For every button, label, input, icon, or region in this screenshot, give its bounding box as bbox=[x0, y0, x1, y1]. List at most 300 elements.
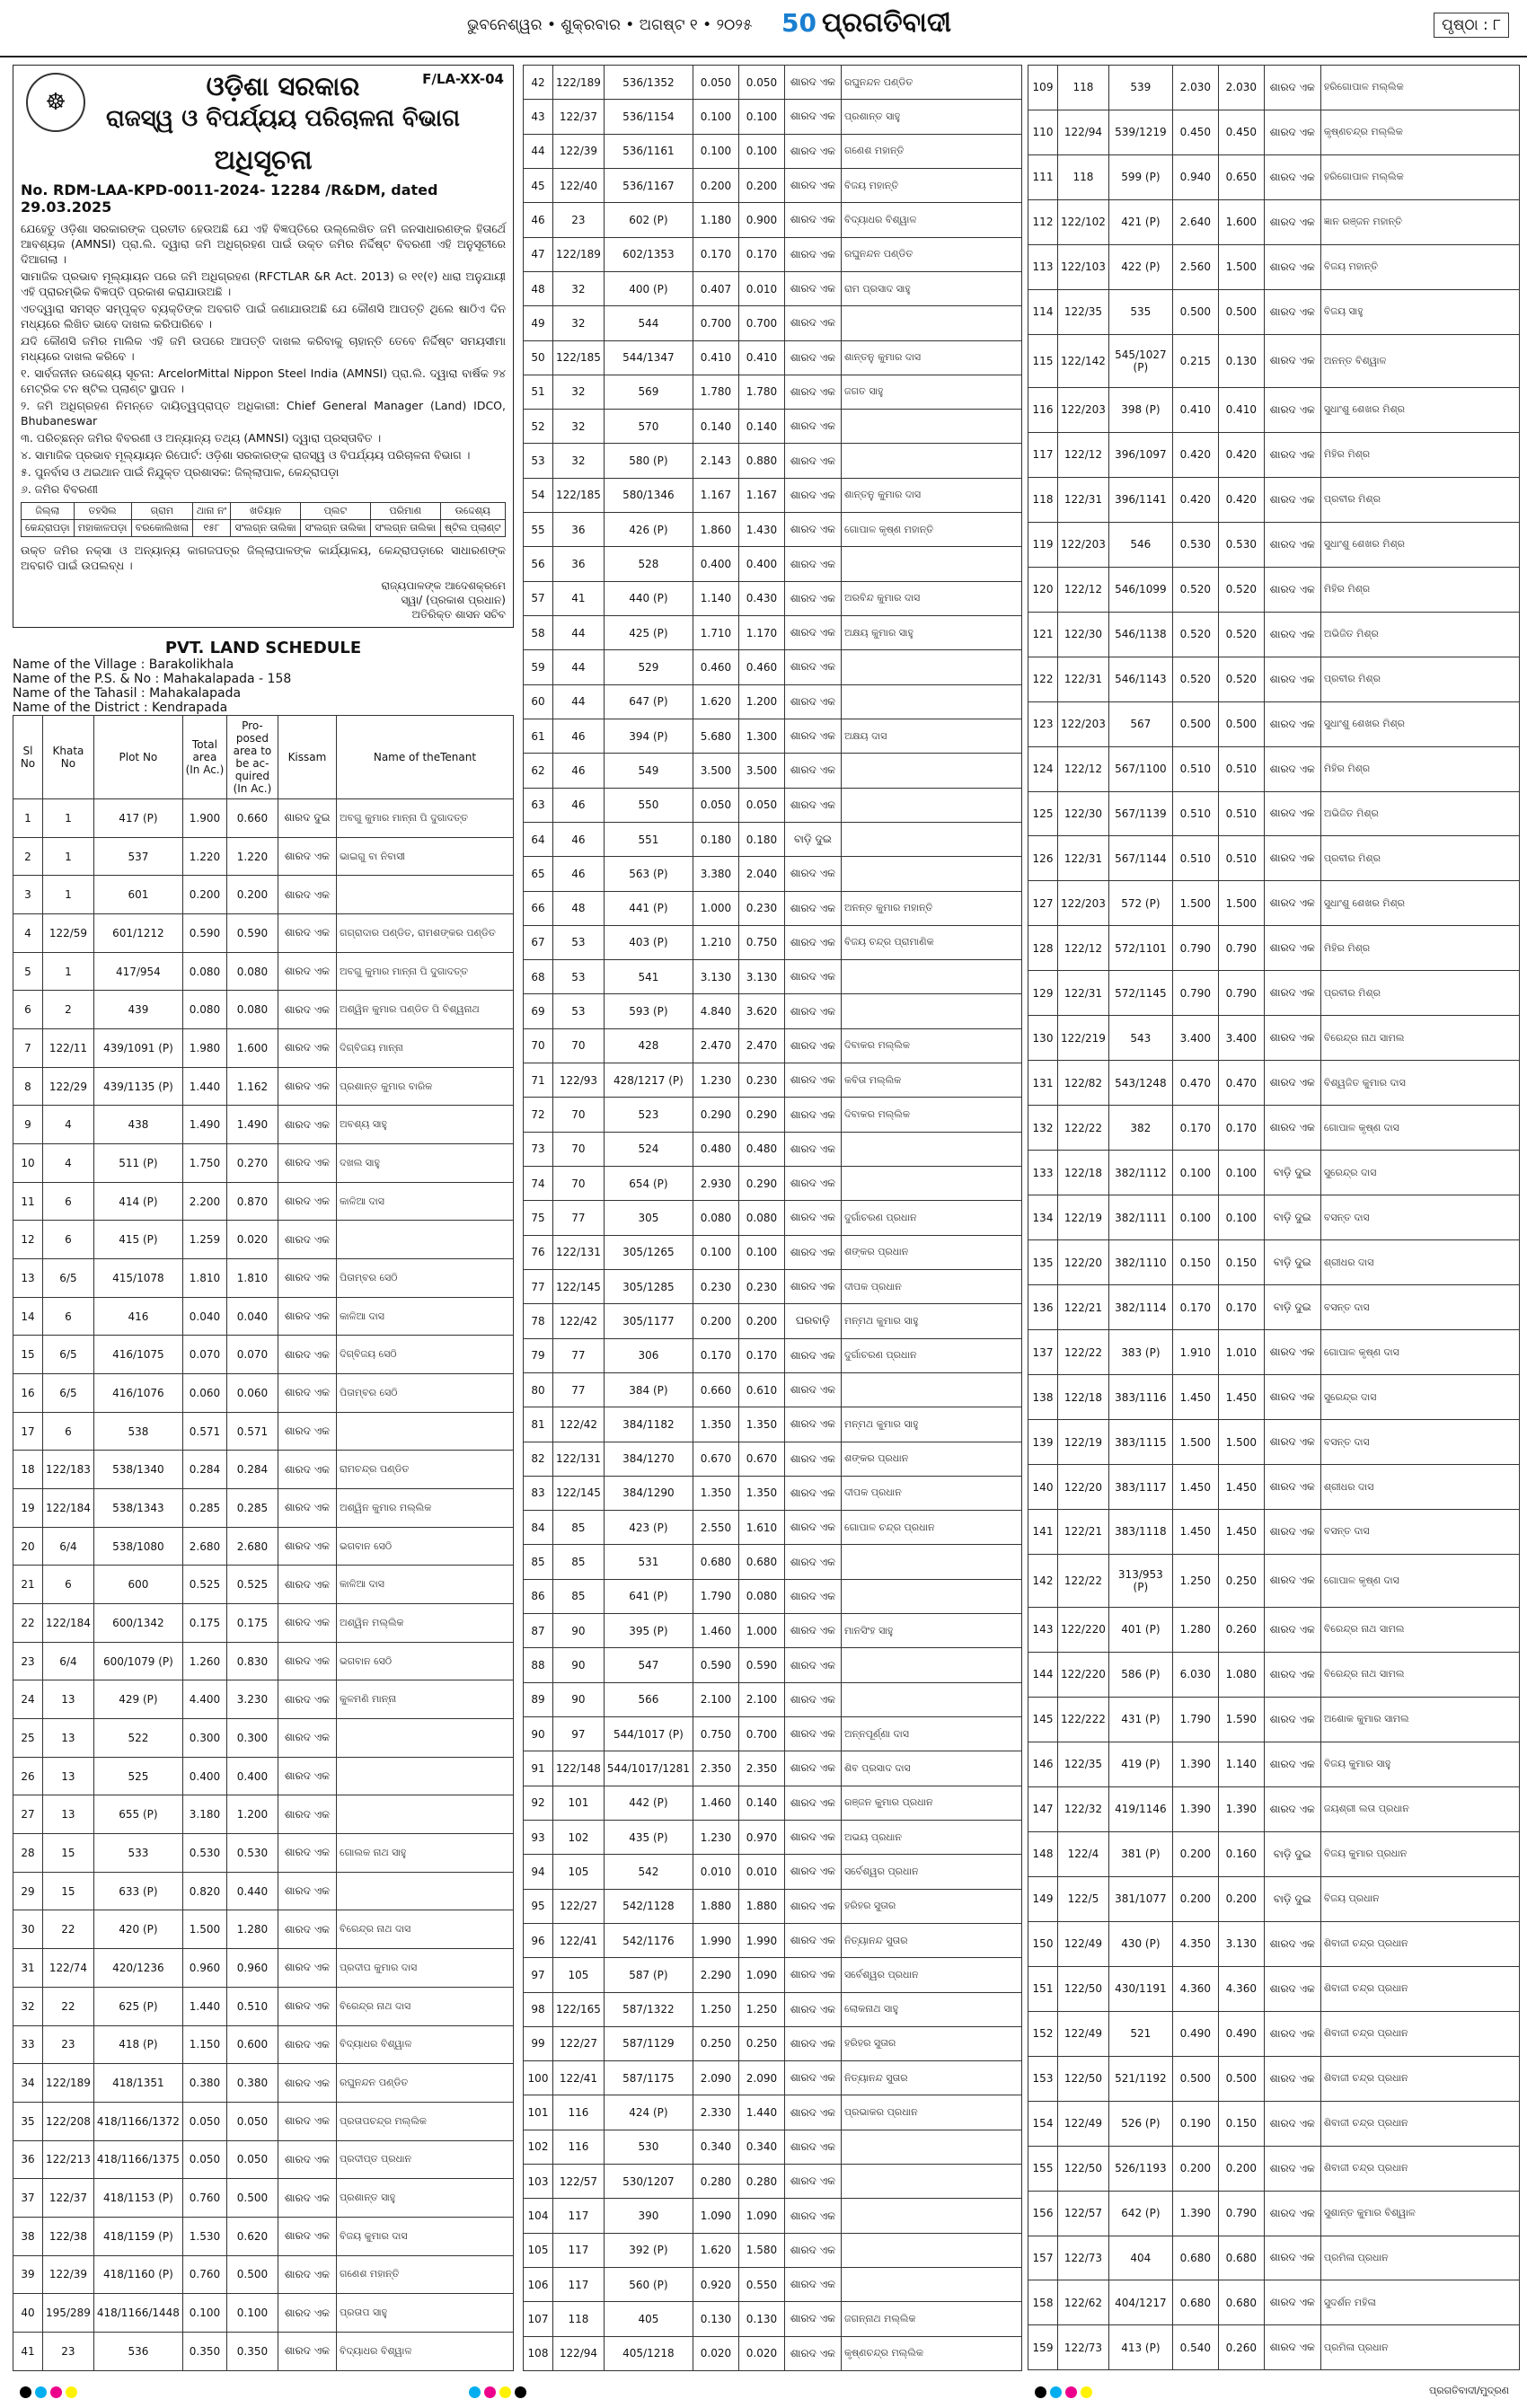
table-cell: 122/31 bbox=[1058, 836, 1109, 881]
table-cell: 122/142 bbox=[1058, 334, 1109, 387]
table-row bbox=[524, 203, 1022, 237]
table-cell: ପ୍ରବୀର ମିଶ୍ର bbox=[1320, 657, 1519, 701]
summary-header-cell: ପ୍ଲଟ bbox=[300, 503, 370, 520]
table-cell: 0.290 bbox=[693, 1098, 738, 1132]
table-cell: 41 bbox=[553, 581, 605, 615]
table-cell: 26 bbox=[13, 1757, 43, 1795]
table-cell: 0.750 bbox=[738, 925, 784, 959]
table-cell: 536/1167 bbox=[604, 168, 693, 202]
table-cell: 85 bbox=[553, 1579, 605, 1613]
table-cell: କାଳିଆ ଦାସ bbox=[336, 1566, 513, 1604]
table-cell: 90 bbox=[524, 1717, 553, 1751]
table-row bbox=[1028, 2236, 1520, 2280]
table-row bbox=[524, 1923, 1022, 1957]
table-cell: 148 bbox=[1028, 1831, 1058, 1876]
table-cell: 1.090 bbox=[738, 1958, 784, 1992]
table-cell: 85 bbox=[524, 1545, 553, 1579]
table-row bbox=[1028, 1240, 1520, 1285]
table-cell: ଶାରଦ ଏକ bbox=[784, 1614, 841, 1648]
table-cell: 122/20 bbox=[1058, 1465, 1109, 1510]
table-cell: 419 (P) bbox=[1108, 1742, 1172, 1786]
table-cell: ପ୍ରମିଳା ପ୍ରଧାନ bbox=[1320, 2236, 1519, 2280]
table-cell: 647 (P) bbox=[604, 684, 693, 719]
table-cell: ଶାରଦ ଏକ bbox=[784, 960, 841, 994]
table-cell: 107 bbox=[524, 2302, 553, 2336]
table-cell: 0.410 bbox=[738, 340, 784, 375]
table-row bbox=[13, 1987, 514, 2025]
table-cell: 0.100 bbox=[1218, 1151, 1264, 1195]
table-cell: 2.560 bbox=[1172, 244, 1218, 289]
table-cell: ଅଶ୍ୱିନ ମଲ୍ଲିକ bbox=[336, 1604, 513, 1643]
table-cell: ଶାରଦ ଏକ bbox=[1264, 2280, 1320, 2325]
table-cell: 0.420 bbox=[1172, 477, 1218, 522]
table-cell: 538/1080 bbox=[93, 1527, 182, 1566]
table-cell: କାଳିଆ ଦାସ bbox=[336, 1297, 513, 1336]
table-cell: 122/222 bbox=[1058, 1697, 1109, 1742]
table-cell: 122 bbox=[1028, 657, 1058, 701]
table-row bbox=[1028, 1742, 1520, 1786]
table-cell: 0.590 bbox=[226, 914, 278, 953]
table-cell: 0.500 bbox=[226, 2179, 278, 2218]
table-cell: 4.360 bbox=[1172, 1966, 1218, 2011]
table-cell: 70 bbox=[553, 1098, 605, 1132]
table-cell: 122/185 bbox=[553, 478, 605, 512]
table-cell: 405 bbox=[604, 2302, 693, 2336]
table-cell: ଶାରଦ ଏକ bbox=[1264, 1465, 1320, 1510]
table-cell: 0.230 bbox=[738, 1063, 784, 1098]
table-cell: 572/1145 bbox=[1108, 971, 1172, 1016]
table-cell bbox=[841, 2165, 1021, 2199]
table-cell: 0.670 bbox=[693, 1442, 738, 1476]
table-header-cell: Name of theTenant bbox=[336, 716, 513, 799]
table-row bbox=[524, 994, 1022, 1028]
table-cell: 146 bbox=[1028, 1742, 1058, 1786]
table-cell: ଅରବିନ୍ଦ କୁମାର ଦାସ bbox=[841, 581, 1021, 615]
summary-cell: ସଂଲଗ୍ନ ତାଲିକା bbox=[231, 520, 301, 537]
table-cell: 525 bbox=[93, 1757, 182, 1795]
table-cell: 0.180 bbox=[738, 822, 784, 856]
table-cell: 417 (P) bbox=[93, 799, 182, 838]
table-row bbox=[524, 754, 1022, 788]
table-row bbox=[524, 271, 1022, 305]
table-row bbox=[13, 1259, 514, 1298]
table-cell bbox=[841, 994, 1021, 1028]
table-cell: ଦୁର୍ଗାଚରଣ ପ୍ରଧାନ bbox=[841, 1201, 1021, 1235]
table-cell: ଶାରଦ ଏକ bbox=[278, 1680, 336, 1719]
table-cell: 50 bbox=[524, 340, 553, 375]
table-cell: ଜ୍ଞାନ ରଞ୍ଜନ ମହାନ୍ତି bbox=[1320, 199, 1519, 244]
table-cell: 0.080 bbox=[226, 991, 278, 1029]
table-cell: 0.510 bbox=[1218, 836, 1264, 881]
table-cell: 122/50 bbox=[1058, 2146, 1109, 2191]
table-cell: 533 bbox=[93, 1834, 182, 1873]
print-color-bar bbox=[0, 2380, 1527, 2404]
table-cell: 6 bbox=[43, 1566, 94, 1604]
table-cell: 1.810 bbox=[226, 1259, 278, 1298]
table-cell: 0.500 bbox=[1172, 289, 1218, 334]
column-1 bbox=[13, 65, 514, 2364]
table-row bbox=[1028, 701, 1520, 746]
table-cell: 13 bbox=[43, 1757, 94, 1795]
table-cell: 46 bbox=[553, 719, 605, 753]
table-cell: ଶାରଦ ଏକ bbox=[278, 2217, 336, 2255]
table-cell: ଲୋକନାଥ ସାହୁ bbox=[841, 1992, 1021, 2026]
table-cell: 13 bbox=[43, 1719, 94, 1758]
table-cell: 79 bbox=[524, 1338, 553, 1372]
table-cell: ରାମ ପ୍ରସାଦ ସାହୁ bbox=[841, 271, 1021, 305]
table-cell bbox=[841, 1372, 1021, 1407]
table-cell: 418/1153 (P) bbox=[93, 2179, 182, 2218]
table-row bbox=[524, 168, 1022, 202]
table-cell: 4 bbox=[43, 1144, 94, 1183]
table-cell: ବାଡ଼ି ଦୁଇ bbox=[1264, 1195, 1320, 1240]
table-row bbox=[1028, 1285, 1520, 1330]
table-cell: ଶାରଦ ଏକ bbox=[278, 1489, 336, 1528]
table-row bbox=[1028, 657, 1520, 701]
table-cell: 0.200 bbox=[738, 168, 784, 202]
summary-cell: ବରକୋଲିଖଳା bbox=[131, 520, 193, 537]
table-cell: 53 bbox=[524, 444, 553, 478]
table-cell: ଅବଶ୍ୟ ସାହୁ bbox=[336, 1106, 513, 1144]
table-cell: 0.170 bbox=[1172, 1106, 1218, 1151]
table-cell: ଶାରଦ ଏକ bbox=[1264, 1016, 1320, 1061]
table-row bbox=[1028, 746, 1520, 791]
table-cell: 538/1343 bbox=[93, 1489, 182, 1528]
table-cell: ଶାରଦ ଏକ bbox=[784, 2130, 841, 2164]
table-row bbox=[524, 2302, 1022, 2336]
table-cell: 0.680 bbox=[1172, 2236, 1218, 2280]
table-cell: 1.530 bbox=[182, 2217, 226, 2255]
table-cell: 0.050 bbox=[226, 2102, 278, 2140]
table-cell: 0.040 bbox=[182, 1297, 226, 1336]
table-cell: 415/1078 bbox=[93, 1259, 182, 1298]
table-cell: ଶାରଦ ଏକ bbox=[1264, 2056, 1320, 2101]
table-cell: 0.080 bbox=[226, 952, 278, 991]
table-row bbox=[13, 837, 514, 876]
table-row bbox=[13, 799, 514, 838]
table-cell: 0.200 bbox=[182, 876, 226, 914]
table-cell: 0.680 bbox=[738, 1545, 784, 1579]
table-cell: 381/1077 bbox=[1108, 1876, 1172, 1921]
table-cell: କବିତା ମଲ୍ଲିକ bbox=[841, 1063, 1021, 1098]
table-cell: 521/1192 bbox=[1108, 2056, 1172, 2101]
table-cell: 544/1017/1281 bbox=[604, 1751, 693, 1786]
table-cell: 122/203 bbox=[1058, 387, 1109, 432]
table-cell: ସର୍ବେଶ୍ୱର ପ୍ରଧାନ bbox=[841, 1855, 1021, 1889]
table-cell: 131 bbox=[1028, 1061, 1058, 1106]
table-cell: 0.010 bbox=[693, 1855, 738, 1889]
table-cell: 0.010 bbox=[738, 1855, 784, 1889]
table-cell: 390 bbox=[604, 2199, 693, 2233]
table-cell: 1.010 bbox=[1218, 1330, 1264, 1375]
table-cell: 32 bbox=[553, 375, 605, 409]
table-cell: 0.060 bbox=[226, 1374, 278, 1413]
notice-item: ୨. ଜମି ଅଧିଗ୍ରହଣ ନିମନ୍ତେ ଦାୟିତ୍ୱପ୍ରାପ୍ତ ଅଧିକାରୀ: Chief General Manager (Land) IDCO, Bhubaneswar bbox=[21, 399, 506, 428]
table-cell: ରଞ୍ଜନ କୁମାର ପ୍ରଧାନ bbox=[841, 1786, 1021, 1820]
table-cell: ଶାରଦ ଏକ bbox=[784, 513, 841, 547]
table-cell: ଶାରଦ ଏକ bbox=[1264, 836, 1320, 881]
table-cell: 122/185 bbox=[553, 340, 605, 375]
table-cell: ଶାରଦ ଏକ bbox=[784, 1511, 841, 1545]
table-cell: 0.970 bbox=[738, 1820, 784, 1854]
table-cell: ଅନନ୍ତ ବିଶ୍ୱାଳ bbox=[1320, 334, 1519, 387]
table-cell: 122/31 bbox=[1058, 477, 1109, 522]
schedule-table-1 bbox=[13, 715, 514, 2371]
table-cell: 15 bbox=[43, 1872, 94, 1910]
table-cell: ଶାରଦ ଏକ bbox=[784, 1407, 841, 1442]
table-cell: 0.080 bbox=[182, 991, 226, 1029]
table-cell: 159 bbox=[1028, 2325, 1058, 2370]
table-cell: 0.520 bbox=[1172, 567, 1218, 612]
table-cell: ଶାରଦ ଏକ bbox=[784, 1442, 841, 1476]
table-row bbox=[1028, 1330, 1520, 1375]
table-cell: ନିତ୍ୟାନନ୍ଦ ସୁତାର bbox=[841, 1923, 1021, 1957]
table-cell: ଗୋଲକ ନାଥ ସାହୁ bbox=[336, 1834, 513, 1873]
table-cell: ଶାରଦ ଏକ bbox=[784, 684, 841, 719]
table-cell: 0.420 bbox=[1218, 477, 1264, 522]
table-cell: 0.490 bbox=[1218, 2011, 1264, 2056]
table-cell: 0.440 bbox=[226, 1872, 278, 1910]
table-cell bbox=[336, 1221, 513, 1259]
table-cell: 2.550 bbox=[693, 1511, 738, 1545]
table-cell: 0.080 bbox=[693, 1201, 738, 1235]
table-row bbox=[1028, 1921, 1520, 1966]
table-cell: 0.180 bbox=[693, 822, 738, 856]
table-cell: 2 bbox=[13, 837, 43, 876]
table-cell: ଶଙ୍କର ପ୍ରଧାନ bbox=[841, 1442, 1021, 1476]
table-cell: 1.167 bbox=[738, 478, 784, 512]
table-cell: 158 bbox=[1028, 2280, 1058, 2325]
table-cell: 416/1075 bbox=[93, 1336, 182, 1374]
summary-cell: ଷ୍ଟିଲ ପ୍ଲାଣ୍ଟ bbox=[440, 520, 505, 537]
table-row bbox=[524, 2061, 1022, 2095]
table-cell bbox=[841, 788, 1021, 822]
table-cell: ଶାରଦ ଏକ bbox=[784, 1132, 841, 1166]
table-cell: 87 bbox=[524, 1614, 553, 1648]
table-cell: 135 bbox=[1028, 1240, 1058, 1285]
table-cell: 625 (P) bbox=[93, 1987, 182, 2025]
table-cell: ଶିବାଜୀ ଚନ୍ଦ୍ର ପ୍ରଧାନ bbox=[1320, 2011, 1519, 2056]
table-cell: ପ୍ରଦୀପ୍ତ ପ୍ରଧାନ bbox=[336, 2140, 513, 2179]
table-cell: ଦୀପକ ପ୍ରଧାନ bbox=[841, 1269, 1021, 1303]
table-cell: 1.880 bbox=[693, 1889, 738, 1923]
table-cell: ହରିହର ସୁତାର bbox=[841, 2026, 1021, 2060]
table-row bbox=[13, 952, 514, 991]
table-cell: ଶାରଦ ଏକ bbox=[784, 1820, 841, 1854]
table-cell: 536/1352 bbox=[604, 66, 693, 100]
table-cell: 2.930 bbox=[693, 1167, 738, 1201]
table-cell: 32 bbox=[13, 1987, 43, 2025]
table-row bbox=[1028, 836, 1520, 881]
table-row bbox=[524, 960, 1022, 994]
table-cell: 2.100 bbox=[693, 1682, 738, 1716]
table-cell: 32 bbox=[553, 410, 605, 444]
table-cell: 97 bbox=[553, 1717, 605, 1751]
table-cell: 418/1351 bbox=[93, 2064, 182, 2103]
table-cell: 122/27 bbox=[553, 1889, 605, 1923]
table-cell: ଗୋପାଳ କୃଷ୍ଣ ଦାସ bbox=[1320, 1554, 1519, 1607]
table-cell: ଅଶ୍ୱିନ କୁମାର ପଣ୍ଡିତ ପି ବିଶ୍ୱନାଥ bbox=[336, 991, 513, 1029]
table-cell: 536 bbox=[93, 2332, 182, 2370]
table-cell: 144 bbox=[1028, 1652, 1058, 1697]
table-cell: 4 bbox=[13, 914, 43, 953]
table-cell: 1.790 bbox=[693, 1579, 738, 1613]
table-cell: 122/62 bbox=[1058, 2280, 1109, 2325]
table-cell: 7 bbox=[13, 1029, 43, 1068]
table-cell: 23 bbox=[43, 2025, 94, 2064]
table-cell: 600/1342 bbox=[93, 1604, 182, 1643]
table-cell: 1.390 bbox=[1172, 2191, 1218, 2236]
table-cell: ଶାରଦ ଏକ bbox=[784, 2165, 841, 2199]
table-cell: 566 bbox=[604, 1682, 693, 1716]
table-cell: 0.650 bbox=[1218, 154, 1264, 199]
table-cell: 0.790 bbox=[1172, 926, 1218, 971]
table-cell: 2.090 bbox=[738, 2061, 784, 2095]
issue-date: ଭୁବନେଶ୍ୱର • ଶୁକ୍ରବାର • ଅଗଷ୍ଟ ୧ • ୨୦୨୫ bbox=[467, 16, 753, 34]
table-cell: 117 bbox=[1028, 432, 1058, 477]
table-cell: 0.550 bbox=[738, 2268, 784, 2302]
notice-item: ୪. ସାମାଜିକ ପ୍ରଭାବ ମୂଲ୍ୟାୟନ ରିପୋର୍ଟ: ଓଡ଼ିଶା ସରକାରଙ୍କ ରାଜସ୍ୱ ଓ ବିପର୍ଯ୍ୟୟ ପରିଚାଳନା ବିଭାଗ । bbox=[21, 448, 471, 462]
table-cell: ଶାରଦ ଏକ bbox=[1264, 2325, 1320, 2370]
table-cell: 125 bbox=[1028, 791, 1058, 836]
table-cell: ଶାରଦ ଏକ bbox=[784, 1579, 841, 1613]
table-cell: 382/1112 bbox=[1108, 1151, 1172, 1195]
table-cell: 1 bbox=[43, 837, 94, 876]
table-row bbox=[524, 2165, 1022, 2199]
table-cell: 0.620 bbox=[226, 2217, 278, 2255]
table-cell: 1.880 bbox=[738, 1889, 784, 1923]
table-header-cell: Total area (In Ac.) bbox=[182, 716, 226, 799]
table-row bbox=[1028, 387, 1520, 432]
schedule-meta-line: Name of the District : Kendrapada bbox=[13, 701, 228, 715]
notice-item: ୫. ପୁନର୍ବାସ ଓ ଥଇଥାନ ପାଇଁ ନିଯୁକ୍ତ ପ୍ରଶାସକ: ଜିଲ୍ଲାପାଳ, କେନ୍ଦ୍ରାପଡ଼ା bbox=[21, 465, 340, 479]
table-cell: 531 bbox=[604, 1545, 693, 1579]
table-cell: 21 bbox=[13, 1566, 43, 1604]
table-cell: 420 (P) bbox=[93, 1910, 182, 1949]
table-cell: 1.780 bbox=[693, 375, 738, 409]
table-row bbox=[13, 2179, 514, 2218]
table-cell: ଶାରଦ ଏକ bbox=[784, 1372, 841, 1407]
table-row bbox=[13, 1680, 514, 1719]
table-cell: 0.525 bbox=[182, 1566, 226, 1604]
table-cell: 116 bbox=[553, 2130, 605, 2164]
table-cell: 25 bbox=[13, 1719, 43, 1758]
table-cell: ଦଖଲ ସାହୁ bbox=[336, 1144, 513, 1183]
table-cell: 1.990 bbox=[693, 1923, 738, 1957]
table-cell: 1.259 bbox=[182, 1221, 226, 1259]
table-cell: ଶାରଦ ଏକ bbox=[784, 410, 841, 444]
table-cell: 154 bbox=[1028, 2101, 1058, 2146]
table-row bbox=[13, 1834, 514, 1873]
table-cell: 0.250 bbox=[1218, 1554, 1264, 1607]
table-cell: 3.500 bbox=[738, 754, 784, 788]
table-cell: 104 bbox=[524, 2199, 553, 2233]
table-cell: ବାଡ଼ି ଦୁଇ bbox=[1264, 1876, 1320, 1921]
table-cell: ଶାରଦ ଏକ bbox=[278, 2064, 336, 2103]
table-cell: 383/1118 bbox=[1108, 1510, 1172, 1555]
table-row bbox=[1028, 1151, 1520, 1195]
table-cell: ବିଜୟ ସାହୁ bbox=[1320, 289, 1519, 334]
table-cell: 122/184 bbox=[43, 1489, 94, 1528]
summary-header-cell: ଖତିୟାନ bbox=[231, 503, 301, 520]
table-cell: ଶାରଦ ଏକ bbox=[1264, 791, 1320, 836]
table-cell: 0.160 bbox=[1218, 1831, 1264, 1876]
table-cell: 442 (P) bbox=[604, 1786, 693, 1820]
table-cell: 0.790 bbox=[1218, 2191, 1264, 2236]
table-cell: ଅକ୍ଷୟ ଦାସ bbox=[841, 719, 1021, 753]
table-cell: 122/38 bbox=[43, 2217, 94, 2255]
table-cell: ବିଜୟ ମହାନ୍ତି bbox=[841, 168, 1021, 202]
table-cell: 0.510 bbox=[1172, 791, 1218, 836]
table-header-cell: Kissam bbox=[278, 716, 336, 799]
table-cell: 32 bbox=[553, 271, 605, 305]
table-cell: ଶାରଦ ଏକ bbox=[1264, 1786, 1320, 1831]
table-cell: 99 bbox=[524, 2026, 553, 2060]
table-cell: 1.090 bbox=[693, 2199, 738, 2233]
table-cell: 145 bbox=[1028, 1697, 1058, 1742]
table-row bbox=[524, 857, 1022, 891]
table-cell: ଶାରଦ ଏକ bbox=[784, 444, 841, 478]
table-cell: 0.284 bbox=[226, 1451, 278, 1489]
table-cell: 2.640 bbox=[1172, 199, 1218, 244]
table-cell: 122/5 bbox=[1058, 1876, 1109, 1921]
table-row bbox=[524, 1992, 1022, 2026]
page-number: ପୃଷ୍ଠା : ୮ bbox=[1434, 13, 1509, 38]
table-cell: 4.840 bbox=[693, 994, 738, 1028]
table-cell: ଶ୍ରୀଧର ଦାସ bbox=[1320, 1240, 1519, 1285]
table-cell: 1.500 bbox=[1218, 881, 1264, 926]
table-row bbox=[1028, 334, 1520, 387]
table-cell: 422 (P) bbox=[1108, 244, 1172, 289]
table-cell: ଶାରଦ ଏକ bbox=[784, 2199, 841, 2233]
table-cell: 1.230 bbox=[693, 1063, 738, 1098]
table-cell: 541 bbox=[604, 960, 693, 994]
summary-cell: ୧୫୮ bbox=[193, 520, 231, 537]
table-cell: 1.000 bbox=[738, 1614, 784, 1648]
table-cell: 428/1217 (P) bbox=[604, 1063, 693, 1098]
table-row bbox=[13, 1029, 514, 1068]
table-row bbox=[524, 684, 1022, 719]
table-cell: ଦିବାକର ମଲ୍ଲିକ bbox=[841, 1028, 1021, 1063]
table-cell: 122/189 bbox=[43, 2064, 94, 2103]
government-notice bbox=[13, 65, 514, 628]
table-cell: 0.420 bbox=[1218, 432, 1264, 477]
table-cell: ଦୀପକ ପ୍ରଧାନ bbox=[841, 1476, 1021, 1510]
table-cell: 0.520 bbox=[1218, 567, 1264, 612]
table-cell: ଦିବାକର ମଲ୍ଲିକ bbox=[841, 1098, 1021, 1132]
table-cell: 91 bbox=[524, 1751, 553, 1786]
table-cell: 601/1212 bbox=[93, 914, 182, 953]
table-cell: ଶାରଦ ଏକ bbox=[278, 2294, 336, 2333]
table-cell: ବିଜୟ କୁମାର ଦାସ bbox=[336, 2217, 513, 2255]
table-cell: 122/20 bbox=[1058, 1240, 1109, 1285]
table-cell bbox=[841, 822, 1021, 856]
table-cell: ଶାରଦ ଏକ bbox=[1264, 110, 1320, 154]
table-cell: 57 bbox=[524, 581, 553, 615]
table-cell: ଶାରଦ ଏକ bbox=[784, 2233, 841, 2267]
table-cell: 122/11 bbox=[43, 1029, 94, 1068]
odisha-seal-icon: ☸ bbox=[26, 73, 85, 132]
table-row bbox=[13, 1527, 514, 1566]
table-cell: ଶାରଦ ଏକ bbox=[784, 1648, 841, 1682]
table-cell: 439/1091 (P) bbox=[93, 1029, 182, 1068]
table-cell: 1.090 bbox=[738, 2199, 784, 2233]
table-cell: 413 (P) bbox=[1108, 2325, 1172, 2370]
table-cell: ବିଜୟ କୁମାର ପ୍ରଧାନ bbox=[1320, 1831, 1519, 1876]
table-cell: 44 bbox=[553, 684, 605, 719]
table-row bbox=[13, 1412, 514, 1451]
table-cell: 580 (P) bbox=[604, 444, 693, 478]
